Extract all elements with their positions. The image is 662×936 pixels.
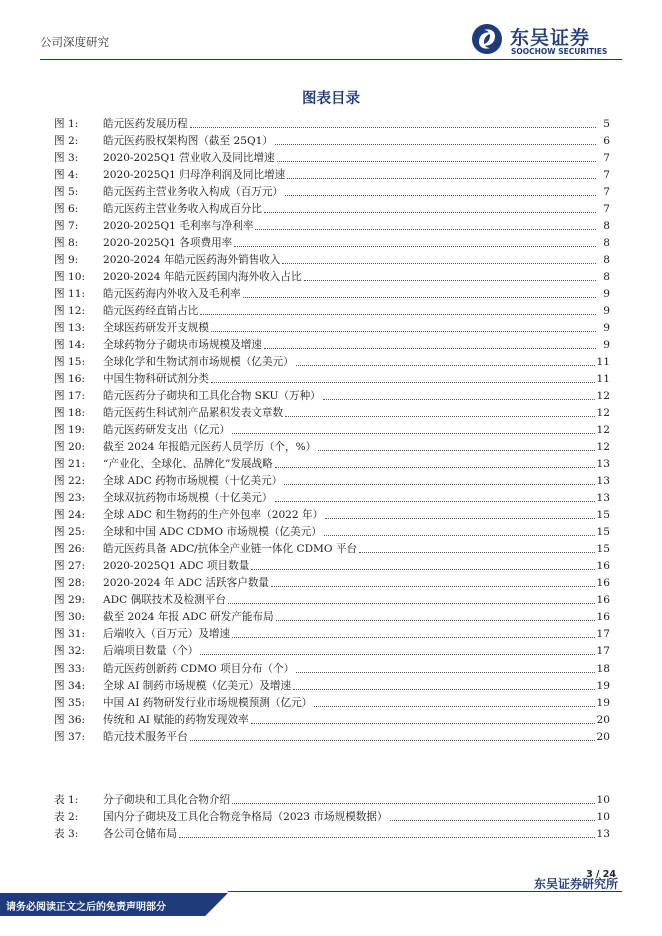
toc-entry-page: 13 — [596, 475, 610, 488]
toc-entry-title: 传统和 AI 赋能的药物发现效率 — [103, 713, 249, 726]
toc-entry-title: 截至 2024 年报皓元医药人员学历（个，%） — [103, 441, 317, 454]
dot-leader — [211, 331, 596, 332]
toc-entry-title: 截至 2024 年报 ADC 研发产能布局 — [103, 611, 274, 624]
dot-leader — [251, 569, 594, 570]
figure-entry[interactable] — [54, 592, 610, 609]
toc-entry-label: 图 15: — [54, 356, 86, 369]
toc-entry-page: 13 — [596, 458, 610, 471]
table-entry[interactable] — [54, 826, 610, 843]
figure-entry[interactable] — [54, 439, 610, 456]
figure-entry[interactable] — [54, 626, 610, 643]
dot-leader — [275, 144, 596, 145]
toc-entry-label: 图 36: — [54, 713, 86, 726]
figure-entry[interactable] — [54, 286, 610, 303]
toc-entry-page: 6 — [603, 135, 610, 148]
toc-entry-page: 7 — [603, 186, 610, 199]
figure-entry[interactable] — [54, 184, 610, 201]
report-type-label: 公司深度研究 — [40, 35, 109, 49]
toc-entry-page: 10 — [596, 811, 610, 824]
toc-entry-label: 图 12: — [54, 305, 86, 318]
dot-leader — [232, 433, 594, 434]
figure-entry[interactable] — [54, 116, 610, 133]
toc-entry-label: 表 3: — [54, 828, 79, 841]
dot-leader — [232, 637, 594, 638]
toc-entry-page: 17 — [596, 645, 610, 658]
toc-entry-page: 7 — [603, 152, 610, 165]
toc-entry-page: 7 — [603, 203, 610, 216]
research-institute-label: 东吴证券研究所 — [533, 877, 618, 891]
toc-entry-title: 皓元医药分子砌块和工具化合物 SKU（万种） — [103, 390, 321, 403]
toc-entry-label: 图 19: — [54, 424, 86, 437]
toc-entry-title: 全球 AI 制药市场规模（亿美元）及增速 — [103, 679, 292, 692]
toc-entry-page: 8 — [603, 237, 610, 250]
dot-leader — [234, 246, 596, 247]
toc-entry-label: 图 33: — [54, 662, 86, 675]
dot-leader — [296, 672, 594, 673]
toc-entry-page: 15 — [596, 509, 610, 522]
toc-entry-title: ADC 偶联技术及检测平台 — [103, 594, 226, 607]
toc-entry-page: 15 — [596, 543, 610, 556]
dot-leader — [285, 195, 596, 196]
figure-entry[interactable] — [54, 354, 610, 371]
toc-entry-label: 图 17: — [54, 390, 86, 403]
toc-entry-title: 皓元医药主营业务收入构成百分比 — [103, 203, 262, 216]
toc-entry-page: 19 — [596, 679, 610, 692]
toc-entry-page: 9 — [603, 288, 610, 301]
dot-leader — [232, 803, 594, 804]
toc-entry-title: 中国 AI 药物研发行业市场规模预测（亿元） — [103, 696, 313, 709]
toc-entry-title: 2020-2024 年皓元医药海外销售收入 — [103, 254, 281, 267]
toc-entry-page: 13 — [596, 828, 610, 841]
toc-entry-title: 皓元技术服务平台 — [103, 730, 188, 743]
dot-leader — [282, 263, 596, 264]
toc-entry-label: 图 22: — [54, 475, 86, 488]
toc-entry-title: 2020-2024 年皓元医药国内海外收入占比 — [103, 271, 302, 284]
dot-leader — [211, 382, 595, 383]
figure-entry[interactable] — [54, 473, 610, 490]
figure-entry[interactable] — [54, 371, 610, 388]
dot-leader — [275, 467, 595, 468]
figure-entry[interactable] — [54, 320, 610, 337]
figure-entry[interactable] — [54, 541, 610, 558]
toc-entry-title: 中国生物科研试剂分类 — [103, 373, 209, 386]
figure-entry[interactable] — [54, 575, 610, 592]
toc-entry-label: 图 11: — [54, 288, 86, 301]
footer-divider — [228, 891, 622, 892]
dot-leader — [390, 820, 595, 821]
brand-name-cn: 东吴证券 — [510, 27, 591, 49]
toc-entry-title: 皓元医药股权架构图（截至 25Q1） — [103, 135, 273, 148]
figure-entry[interactable] — [54, 201, 610, 218]
figure-entry[interactable] — [54, 678, 610, 695]
toc-entry-title: 皓元医药生科试剂产品累积发表文章数 — [103, 407, 284, 420]
toc-entry-page: 11 — [596, 356, 610, 369]
toc-entry-label: 图 28: — [54, 577, 86, 590]
dot-leader — [255, 229, 596, 230]
dot-leader — [271, 586, 595, 587]
toc-entry-label: 图 26: — [54, 543, 86, 556]
dot-leader — [296, 365, 595, 366]
toc-entry-label: 图 30: — [54, 611, 86, 624]
toc-entry-page: 12 — [596, 424, 610, 437]
figure-entry[interactable] — [54, 507, 610, 524]
dot-leader — [275, 501, 595, 502]
figure-list — [54, 116, 610, 746]
figure-entry[interactable] — [54, 712, 610, 729]
toc-entry-title: 皓元医药海内外收入及毛利率 — [103, 288, 241, 301]
toc-entry-page: 19 — [596, 696, 610, 709]
toc-entry-title: 皓元医药主营业务收入构成（百万元） — [103, 186, 284, 199]
table-entry[interactable] — [54, 792, 610, 809]
dot-leader — [190, 127, 596, 128]
toc-entry-label: 图 25: — [54, 526, 86, 539]
table-entry[interactable] — [54, 809, 610, 826]
toc-entry-label: 图 6: — [54, 203, 79, 216]
toc-entry-label: 图 31: — [54, 628, 86, 641]
toc-entry-page: 11 — [596, 373, 610, 386]
figure-entry[interactable] — [54, 235, 610, 252]
toc-entry-label: 图 14: — [54, 339, 86, 352]
toc-entry-title: 全球和中国 ADC CDMO 市场规模（亿美元） — [103, 526, 322, 539]
dot-leader — [285, 416, 594, 417]
figure-entry[interactable] — [54, 269, 610, 286]
toc-entry-label: 图 1: — [54, 118, 79, 130]
toc-entry-title: 2020-2025Q1 ADC 项目数量 — [103, 560, 250, 573]
figure-entry[interactable] — [54, 490, 610, 507]
toc-entry-label: 图 29: — [54, 594, 86, 607]
toc-entry-page: 10 — [596, 794, 610, 806]
toc-entry-label: 图 24: — [54, 509, 86, 522]
toc-entry-page: 16 — [596, 594, 610, 607]
toc-entry-page: 8 — [603, 254, 610, 267]
dot-leader — [324, 535, 595, 536]
toc-entry-title: 皓元医药发展历程 — [103, 118, 188, 130]
toc-title: 图表目录 — [302, 91, 360, 107]
toc-entry-title: 2020-2025Q1 营业收入及同比增速 — [103, 152, 275, 165]
dot-leader — [200, 314, 596, 315]
brand-name-en: SOOCHOW SECURITIES — [511, 47, 608, 56]
toc-entry-label: 图 9: — [54, 254, 79, 267]
dot-leader — [243, 297, 596, 298]
toc-entry-title: 后端项目数量（个） — [103, 645, 199, 658]
dot-leader — [277, 161, 596, 162]
toc-entry-page: 17 — [596, 628, 610, 641]
toc-entry-title: 皓元医药研发支出（亿元） — [103, 424, 231, 437]
toc-entry-label: 图 13: — [54, 322, 86, 335]
toc-entry-title: 全球 ADC 和生物药的生产外包率（2022 年） — [103, 509, 324, 522]
dot-leader — [190, 740, 595, 741]
toc-entry-title: 全球药物分子砌块市场规模及增速 — [103, 339, 262, 352]
dot-leader — [264, 212, 596, 213]
figure-entry[interactable] — [54, 524, 610, 541]
figure-entry[interactable] — [54, 661, 610, 678]
toc-entry-page: 5 — [603, 118, 610, 130]
soochow-logo-icon — [470, 22, 504, 56]
figure-entry[interactable] — [54, 695, 610, 712]
toc-entry-title: 全球 ADC 药物市场规模（十亿美元） — [103, 475, 283, 488]
figure-entry[interactable] — [54, 729, 610, 746]
dot-leader — [284, 484, 594, 485]
toc-entry-page: 12 — [596, 390, 610, 403]
dot-leader — [200, 654, 594, 655]
figure-entry[interactable] — [54, 252, 610, 269]
dot-leader — [318, 450, 594, 451]
toc-entry-label: 图 23: — [54, 492, 86, 505]
toc-entry-label: 图 35: — [54, 696, 86, 709]
toc-entry-label: 图 4: — [54, 169, 79, 182]
toc-entry-title: 全球双抗药物市场规模（十亿美元） — [103, 492, 273, 505]
toc-entry-page: 7 — [603, 169, 610, 182]
toc-entry-page: 16 — [596, 611, 610, 624]
toc-entry-label: 图 32: — [54, 645, 86, 658]
figure-entry[interactable] — [54, 405, 610, 422]
table-list — [54, 792, 610, 843]
toc-entry-label: 图 27: — [54, 560, 86, 573]
figure-entry[interactable] — [54, 167, 610, 184]
page-number: 3 / 24 — [586, 869, 616, 880]
dot-leader — [228, 603, 595, 604]
toc-entry-title: 全球化学和生物试剂市场规模（亿美元） — [103, 356, 294, 369]
toc-entry-label: 图 37: — [54, 730, 86, 743]
dot-leader — [276, 620, 595, 621]
toc-entry-label: 图 20: — [54, 441, 86, 454]
dot-leader — [314, 706, 594, 707]
toc-entry-label: 图 3: — [54, 152, 79, 165]
toc-entry-label: 图 16: — [54, 373, 86, 386]
toc-entry-page: 20 — [596, 730, 610, 743]
dot-leader — [251, 723, 595, 724]
toc-entry-title: 皓元医药创新药 CDMO 项目分布（个） — [103, 662, 295, 675]
toc-entry-label: 图 5: — [54, 186, 79, 199]
toc-entry-label: 图 34: — [54, 679, 86, 692]
toc-entry-title: 皓元医药具备 ADC/抗体全产业链一体化 CDMO 平台 — [103, 543, 358, 556]
figure-entry[interactable] — [54, 150, 610, 167]
toc-entry-page: 18 — [596, 662, 610, 675]
toc-entry-page: 12 — [596, 441, 610, 454]
toc-entry-page: 9 — [603, 322, 610, 335]
dot-leader — [325, 518, 594, 519]
toc-entry-label: 表 1: — [54, 794, 79, 806]
toc-entry-title: 后端收入（百万元）及增速 — [103, 628, 231, 641]
figure-entry[interactable] — [54, 303, 610, 320]
toc-entry-page: 16 — [596, 560, 610, 573]
figure-entry[interactable] — [54, 456, 610, 473]
toc-entry-title: 2020-2025Q1 毛利率与净利率 — [103, 220, 254, 233]
toc-entry-label: 图 18: — [54, 407, 86, 420]
dot-leader — [323, 399, 595, 400]
toc-entry-page: 20 — [596, 713, 610, 726]
figure-entry[interactable] — [54, 218, 610, 235]
dot-leader — [179, 837, 594, 838]
toc-entry-label: 图 2: — [54, 135, 79, 148]
figure-entry[interactable] — [54, 422, 610, 439]
toc-entry-title: 分子砌块和工具化合物介绍 — [103, 794, 231, 806]
toc-entry-title: 皓元医药经直销占比 — [103, 305, 199, 318]
toc-entry-page: 13 — [596, 492, 610, 505]
header-divider — [40, 59, 622, 60]
toc-entry-title: 2020-2025Q1 归母净利润及同比增速 — [103, 169, 286, 182]
toc-entry-page: 16 — [596, 577, 610, 590]
toc-entry-title: 国内分子砌块及工具化合物竞争格局（2023 市场规模数据） — [103, 811, 388, 824]
toc-entry-page: 8 — [603, 271, 610, 284]
toc-entry-page: 15 — [596, 526, 610, 539]
figure-entry[interactable] — [54, 609, 610, 626]
toc-entry-label: 图 10: — [54, 271, 86, 284]
toc-entry-title: 2020-2025Q1 各项费用率 — [103, 237, 233, 250]
toc-entry-label: 图 8: — [54, 237, 79, 250]
toc-entry-title: “产业化、全球化、品牌化”发展战略 — [103, 458, 273, 471]
toc-entry-page: 9 — [603, 305, 610, 318]
toc-entry-label: 表 2: — [54, 811, 79, 824]
figure-entry[interactable] — [54, 558, 610, 575]
toc-entry-title: 2020-2024 年 ADC 活跃客户数量 — [103, 577, 270, 590]
toc-entry-title: 全球医药研发开支规模 — [103, 322, 209, 335]
dot-leader — [359, 552, 594, 553]
dot-leader — [264, 348, 596, 349]
dot-leader — [287, 178, 596, 179]
toc-entry-title: 各公司仓储布局 — [103, 828, 178, 841]
brand-logo — [470, 22, 620, 58]
figure-entry[interactable] — [54, 643, 610, 660]
figure-entry[interactable] — [54, 133, 610, 150]
figure-entry[interactable] — [54, 388, 610, 405]
figure-entry[interactable] — [54, 337, 610, 354]
toc-entry-label: 图 21: — [54, 458, 86, 471]
toc-entry-page: 9 — [603, 339, 610, 352]
disclaimer-text: 请务必阅读正文之后的免责声明部分 — [6, 902, 166, 913]
dot-leader — [304, 280, 596, 281]
toc-entry-page: 12 — [596, 407, 610, 420]
dot-leader — [293, 689, 594, 690]
toc-entry-label: 图 7: — [54, 220, 79, 233]
toc-entry-page: 8 — [603, 220, 610, 233]
